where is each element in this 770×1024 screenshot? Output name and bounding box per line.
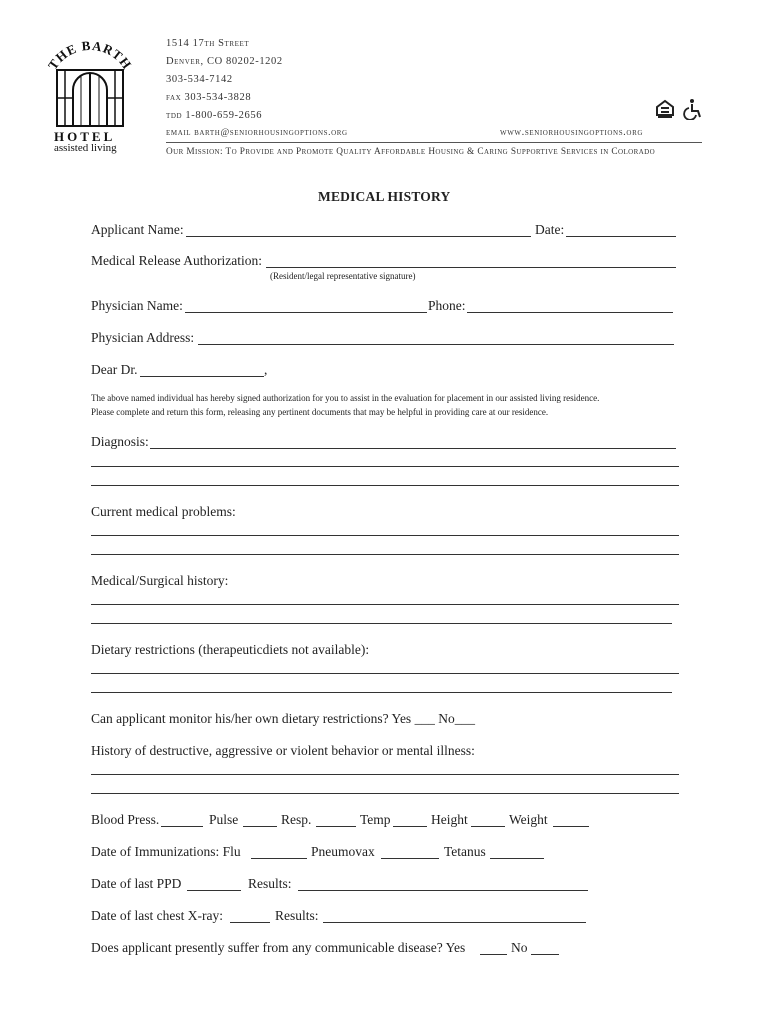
header-rule [166,142,702,143]
current-problems-field-1[interactable] [91,535,679,536]
intro-line-2: Please complete and return this form, releasing any pertinent documents that may be helpful in providing care at our residence. [91,407,549,417]
website: www.seniorhousingoptions.org [500,127,643,138]
monitor-question[interactable]: Can applicant monitor his/her own dietary restrictions? Yes ___ No___ [91,711,475,726]
tetanus-field[interactable] [490,858,544,859]
address-fax: fax 303-534-3828 [166,92,252,103]
communicable-no-label: No [511,940,528,955]
dear-dr-comma: , [264,362,268,377]
dietary-field-1[interactable] [91,673,679,674]
wheelchair-icon [683,98,703,120]
diagnosis-label: Diagnosis: [91,434,149,449]
dietary-label: Dietary restrictions (therapeuticdiets not available): [91,642,370,657]
physician-name-label: Physician Name: [91,298,183,313]
address-city: Denver, CO 80202-1202 [166,56,283,67]
equal-housing-icon [655,99,675,119]
resp-field[interactable] [316,826,356,827]
dear-dr-field[interactable] [140,376,264,377]
mission-statement: Our Mission: To Provide and Promote Quality Affordable Housing & Caring Supportive Services in Colorado [166,147,656,157]
intro-line-1: The above named individual has hereby signed authorization for you to assist in the evaluation for placement in our assisted living residence. [91,393,600,403]
communicable-yes-field[interactable] [480,954,507,955]
address-tdd: tdd 1-800-659-2656 [166,110,263,121]
release-signature-field[interactable] [266,267,676,268]
phone-label: Phone: [428,298,466,313]
temp-label: Temp [360,812,391,827]
surgical-history-field-1[interactable] [91,604,679,605]
form-title: MEDICAL HISTORY [318,189,451,204]
surgical-history-label: Medical/Surgical history: [91,573,229,588]
xray-date-field[interactable] [230,922,270,923]
tetanus-label: Tetanus [444,844,486,859]
physician-name-field[interactable] [185,312,427,313]
date-field[interactable] [566,236,676,237]
weight-field[interactable] [553,826,589,827]
resp-label: Resp. [281,812,312,827]
bp-label: Blood Press. [91,812,160,827]
height-label: Height [431,812,468,827]
logo-tagline: assisted living [54,142,117,154]
applicant-name-label: Applicant Name: [91,222,184,237]
xray-results-label: Results: [275,908,319,923]
immunizations-label: Date of Immunizations: Flu [91,844,241,859]
weight-label: Weight [509,812,548,827]
ppd-results-label: Results: [248,876,292,891]
communicable-no-field[interactable] [531,954,559,955]
current-problems-field-2[interactable] [91,554,679,555]
physician-address-field[interactable] [198,344,674,345]
pulse-label: Pulse [209,812,239,827]
dear-dr-label: Dear Dr. [91,362,138,377]
address-phone: 303-534-7142 [166,74,233,85]
release-label: Medical Release Authorization: [91,253,262,268]
pneumovax-label: Pneumovax [311,844,375,859]
height-field[interactable] [471,826,505,827]
physician-address-label: Physician Address: [91,330,195,345]
dietary-field-2[interactable] [91,692,672,693]
barth-hotel-logo [40,38,140,130]
current-problems-label: Current medical problems: [91,504,236,519]
diagnosis-field-2[interactable] [91,466,679,467]
address-street: 1514 17th Street [166,38,250,49]
diagnosis-field-1[interactable] [150,448,676,449]
communicable-label: Does applicant presently suffer from any communicable disease? Yes [91,940,466,955]
xray-results-field[interactable] [323,922,586,923]
behavior-field-2[interactable] [91,793,679,794]
behavior-label: History of destructive, aggressive or violent behavior or mental illness: [91,743,475,758]
pulse-field[interactable] [243,826,277,827]
phone-field[interactable] [467,312,673,313]
behavior-field-1[interactable] [91,774,679,775]
bp-field[interactable] [161,826,203,827]
pneumovax-field[interactable] [381,858,439,859]
diagnosis-field-3[interactable] [91,485,679,486]
release-note: (Resident/legal representative signature) [270,271,416,281]
svg-text:THE BARTH [45,38,135,72]
address-email: email barth@seniorhousingoptions.org [166,128,348,138]
logo-arc-text: THE BARTH [44,38,136,73]
ppd-results-field[interactable] [298,890,588,891]
xray-label: Date of last chest X-ray: [91,908,223,923]
ppd-label: Date of last PPD [91,876,182,891]
ppd-date-field[interactable] [187,890,241,891]
temp-field[interactable] [393,826,427,827]
logo-hotel: HOTEL [54,129,116,144]
applicant-name-field[interactable] [186,236,531,237]
surgical-history-field-2[interactable] [91,623,672,624]
flu-field[interactable] [251,858,307,859]
date-label: Date: [535,222,565,237]
